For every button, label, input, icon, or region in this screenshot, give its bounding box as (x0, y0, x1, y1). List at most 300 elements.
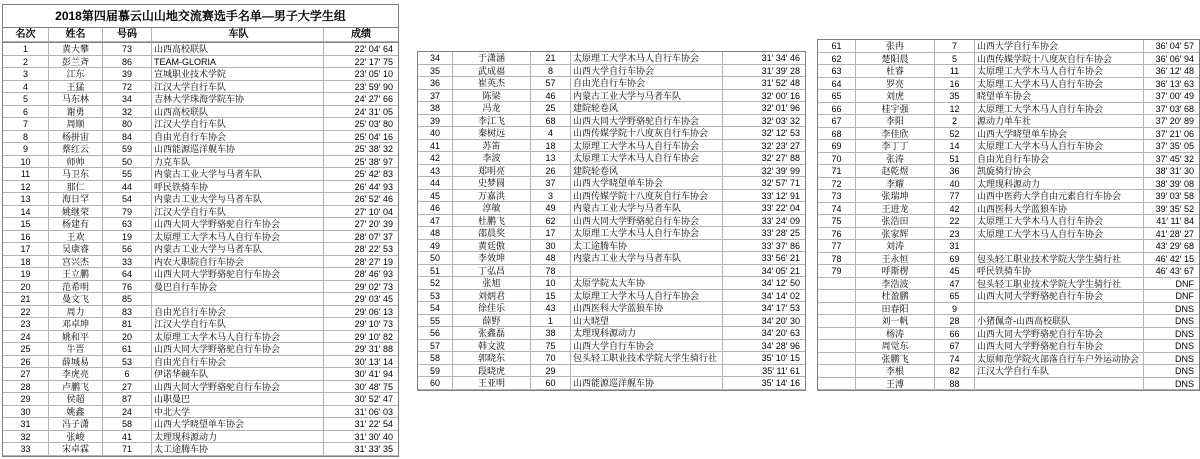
result-cell[interactable]: 31′ 30′ 40 (324, 431, 398, 444)
name-cell[interactable]: 田春阳 (856, 303, 935, 316)
result-cell[interactable]: 25′ 03′ 80 (324, 118, 398, 131)
rank-cell[interactable]: 59 (418, 365, 453, 378)
team-cell[interactable] (975, 378, 1144, 391)
result-cell[interactable]: 22′ 04′ 64 (324, 43, 398, 56)
result-cell[interactable]: 25′ 04′ 16 (324, 131, 398, 144)
result-cell[interactable]: DNS (1144, 340, 1199, 353)
name-cell[interactable]: 王立鹏 (49, 268, 103, 281)
name-cell[interactable]: 徐佳乐 (453, 302, 531, 315)
rank-cell[interactable]: 35 (418, 65, 453, 78)
result-cell[interactable]: 27′ 20′ 39 (324, 218, 398, 231)
team-cell[interactable]: 山西大学晓望单车协会 (975, 128, 1144, 141)
name-cell[interactable]: 淳敏 (453, 202, 531, 215)
rank-cell[interactable]: 37 (418, 90, 453, 103)
rank-cell[interactable]: 63 (818, 65, 856, 78)
result-cell[interactable]: 31′ 39′ 28 (723, 65, 805, 78)
result-cell[interactable]: 33′ 22′ 04 (723, 202, 805, 215)
result-cell[interactable]: DNF (1144, 290, 1199, 303)
result-cell[interactable]: 31′ 06′ 03 (324, 406, 398, 419)
name-cell[interactable]: 韩文波 (453, 340, 531, 353)
number-cell[interactable]: 35 (935, 90, 975, 103)
team-cell[interactable]: 山西能源巡洋舰车协 (152, 143, 324, 156)
name-cell[interactable]: 苏笛 (453, 140, 531, 153)
name-cell[interactable]: 杜睿 (856, 65, 935, 78)
result-cell[interactable]: DNS (1144, 365, 1199, 378)
result-cell[interactable]: 26′ 52′ 46 (324, 193, 398, 206)
rank-cell[interactable]: 79 (818, 265, 856, 278)
name-cell[interactable]: 张旭 (453, 277, 531, 290)
team-cell[interactable]: 山西大学自行车协会 (571, 340, 723, 353)
result-cell[interactable]: DNS (1144, 353, 1199, 366)
name-cell[interactable]: 王溥 (856, 378, 935, 391)
name-cell[interactable]: 黄大攀 (49, 43, 103, 56)
result-cell[interactable]: 33′ 28′ 25 (723, 227, 805, 240)
team-cell[interactable]: 晓望单车协会 (975, 90, 1144, 103)
rank-cell[interactable]: 27 (3, 368, 49, 381)
rank-cell[interactable]: 23 (3, 318, 49, 331)
team-cell[interactable]: 山西大学晓望单车协会 (571, 177, 723, 190)
number-cell[interactable]: 59 (103, 143, 152, 156)
rank-cell[interactable]: 17 (3, 243, 49, 256)
name-cell[interactable]: 王猛 (49, 81, 103, 94)
team-cell[interactable]: 山西大同大学野骆驼自行车协会 (975, 328, 1144, 341)
result-cell[interactable]: 32′ 27′ 88 (723, 152, 805, 165)
number-cell[interactable]: 47 (935, 278, 975, 291)
number-cell[interactable]: 29 (531, 365, 571, 378)
result-cell[interactable]: 43′ 29′ 68 (1144, 240, 1199, 253)
name-cell[interactable]: 李波 (453, 152, 531, 165)
name-cell[interactable]: 侯超 (49, 393, 103, 406)
name-cell[interactable]: 张瑞坤 (856, 190, 935, 203)
rank-cell[interactable]: 6 (3, 106, 49, 119)
team-cell[interactable]: 山西传媒学院十八度灰自行车协会 (975, 53, 1144, 66)
name-cell[interactable]: 李根 (856, 365, 935, 378)
team-cell[interactable]: 太原理工大学木马人自行车协会 (152, 231, 324, 244)
team-cell[interactable]: 内蒙古工业大学与马者车队 (571, 252, 723, 265)
rank-cell[interactable] (818, 340, 856, 353)
rank-cell[interactable]: 54 (418, 302, 453, 315)
team-cell[interactable]: 太理现科源动力 (571, 327, 723, 340)
team-cell[interactable]: 自由光自行车协会 (571, 77, 723, 90)
number-cell[interactable]: 70 (531, 352, 571, 365)
result-cell[interactable]: 36′ 06′ 94 (1144, 53, 1199, 66)
name-cell[interactable]: 牛晋 (49, 343, 103, 356)
team-cell[interactable]: 太原理工大学木马人自行车协会 (571, 227, 723, 240)
number-cell[interactable]: 45 (935, 265, 975, 278)
number-cell[interactable]: 51 (935, 153, 975, 166)
name-cell[interactable]: 张鹏飞 (856, 353, 935, 366)
result-cell[interactable]: 37′ 00′ 49 (1144, 90, 1199, 103)
name-cell[interactable]: 谢勇 (49, 106, 103, 119)
result-cell[interactable]: 37′ 35′ 05 (1144, 140, 1199, 153)
number-cell[interactable]: 38 (531, 327, 571, 340)
number-cell[interactable]: 63 (103, 218, 152, 231)
team-cell[interactable]: 太原理工大学木马人自行车协会 (571, 290, 723, 303)
name-cell[interactable]: 李耀 (856, 178, 935, 191)
rank-cell[interactable]: 4 (3, 81, 49, 94)
name-cell[interactable]: 吴康睿 (49, 243, 103, 256)
result-cell[interactable]: 34′ 14′ 02 (723, 290, 805, 303)
team-cell[interactable]: 建院轮卷风 (571, 102, 723, 115)
number-cell[interactable]: 21 (531, 52, 571, 65)
name-cell[interactable]: 刘虎 (856, 90, 935, 103)
result-cell[interactable]: 39′ 03′ 58 (1144, 190, 1199, 203)
name-cell[interactable]: 王欢 (49, 231, 103, 244)
name-cell[interactable]: 范希明 (49, 281, 103, 294)
name-cell[interactable]: 罗亮 (856, 78, 935, 91)
rank-cell[interactable]: 38 (418, 102, 453, 115)
team-cell[interactable]: 内蒙古工业大学与马者车队 (152, 193, 324, 206)
team-cell[interactable]: 内蒙古工业大学与马者车队 (571, 202, 723, 215)
name-cell[interactable]: 刘涛 (856, 240, 935, 253)
number-cell[interactable]: 62 (531, 215, 571, 228)
number-cell[interactable]: 52 (935, 128, 975, 141)
team-cell[interactable]: 呼民铁骑车协 (975, 265, 1144, 278)
rank-cell[interactable]: 73 (818, 190, 856, 203)
number-cell[interactable]: 9 (935, 303, 975, 316)
rank-cell[interactable]: 10 (3, 156, 49, 169)
name-cell[interactable]: 陈梁 (453, 90, 531, 103)
result-cell[interactable]: 31′ 34′ 46 (723, 52, 805, 65)
name-cell[interactable]: 邵晨奖 (453, 227, 531, 240)
team-cell[interactable] (975, 303, 1144, 316)
rank-cell[interactable]: 46 (418, 202, 453, 215)
rank-cell[interactable]: 26 (3, 356, 49, 369)
number-cell[interactable]: 72 (103, 81, 152, 94)
number-cell[interactable]: 53 (103, 356, 152, 369)
rank-cell[interactable]: 62 (818, 53, 856, 66)
number-cell[interactable]: 30 (531, 240, 571, 253)
name-cell[interactable]: 丁弘昌 (453, 265, 531, 278)
name-cell[interactable]: 师帅 (49, 156, 103, 169)
team-cell[interactable]: 山西大同大学野骆驼自行车协会 (975, 340, 1144, 353)
result-cell[interactable]: 32′ 12′ 53 (723, 127, 805, 140)
team-cell[interactable]: 江汉大学自行车队 (975, 365, 1144, 378)
team-cell[interactable]: 源动力单车社 (975, 115, 1144, 128)
team-cell[interactable]: 山西高校联队 (152, 43, 324, 56)
team-cell[interactable]: 山西医科大学蓝狼车协 (975, 203, 1144, 216)
team-cell[interactable]: 山西医科大学蓝狼车协 (571, 302, 723, 315)
name-cell[interactable]: 张涛 (856, 153, 935, 166)
rank-cell[interactable]: 2 (3, 56, 49, 69)
team-cell[interactable]: 太理现科源动力 (975, 178, 1144, 191)
team-cell[interactable]: 太原理工大学木马人自行车协会 (975, 228, 1144, 241)
rank-cell[interactable]: 31 (3, 418, 49, 431)
rank-cell[interactable]: 60 (418, 377, 453, 390)
number-cell[interactable]: 40 (935, 178, 975, 191)
rank-cell[interactable]: 3 (3, 68, 49, 81)
team-cell[interactable]: 呼民铁骑车协 (152, 181, 324, 194)
number-cell[interactable]: 8 (531, 65, 571, 78)
number-cell[interactable]: 28 (935, 315, 975, 328)
result-cell[interactable]: 35′ 11′ 61 (723, 365, 805, 378)
number-cell[interactable]: 27 (103, 381, 152, 394)
rank-cell[interactable]: 21 (3, 293, 49, 306)
rank-cell[interactable]: 41 (418, 140, 453, 153)
number-cell[interactable]: 88 (935, 378, 975, 391)
number-cell[interactable]: 17 (531, 227, 571, 240)
rank-cell[interactable]: 12 (3, 181, 49, 194)
name-cell[interactable]: 郑明亮 (453, 165, 531, 178)
result-cell[interactable]: 34′ 20′ 63 (723, 327, 805, 340)
rank-cell[interactable]: 8 (3, 131, 49, 144)
team-cell[interactable]: 山西高校联队 (152, 106, 324, 119)
name-cell[interactable]: 武成福 (453, 65, 531, 78)
name-cell[interactable]: 周顺 (49, 118, 103, 131)
result-cell[interactable]: 29′ 31′ 88 (324, 343, 398, 356)
result-cell[interactable]: 24′ 31′ 05 (324, 106, 398, 119)
rank-cell[interactable]: 58 (418, 352, 453, 365)
rank-cell[interactable]: 40 (418, 127, 453, 140)
team-cell[interactable]: 自由光自行车协会 (975, 153, 1144, 166)
rank-cell[interactable]: 30 (3, 406, 49, 419)
number-cell[interactable]: 76 (103, 281, 152, 294)
rank-cell[interactable]: 13 (3, 193, 49, 206)
team-cell[interactable]: 山西传媒学院十八度灰自行车协会 (571, 127, 723, 140)
result-cell[interactable]: 31′ 52′ 48 (723, 77, 805, 90)
team-cell[interactable]: 太原理工大学木马人自行车协会 (571, 152, 723, 165)
rank-cell[interactable] (818, 328, 856, 341)
number-cell[interactable]: 82 (935, 365, 975, 378)
number-cell[interactable]: 48 (531, 252, 571, 265)
team-cell[interactable]: 江汉大学自行车队 (152, 118, 324, 131)
number-cell[interactable]: 49 (531, 202, 571, 215)
number-cell[interactable]: 46 (531, 90, 571, 103)
team-cell[interactable]: 自由光自行车协会 (152, 356, 324, 369)
name-cell[interactable]: 于潇涵 (453, 52, 531, 65)
team-cell[interactable]: 包头轻工职业技术学院大学生骑行社 (571, 352, 723, 365)
name-cell[interactable]: 姚继荣 (49, 206, 103, 219)
result-cell[interactable]: 41′ 28′ 27 (1144, 228, 1199, 241)
name-cell[interactable]: 杨涛 (856, 328, 935, 341)
number-cell[interactable]: 74 (935, 353, 975, 366)
name-cell[interactable]: 周觉东 (856, 340, 935, 353)
team-cell[interactable]: 山西大学自行车协会 (571, 65, 723, 78)
team-cell[interactable]: 江汉大学自行车队 (152, 81, 324, 94)
number-cell[interactable]: 57 (531, 77, 571, 90)
name-cell[interactable]: 李虎亮 (49, 368, 103, 381)
name-cell[interactable]: 姚鑫 (49, 406, 103, 419)
team-cell[interactable]: 江汉大学自行车队 (152, 318, 324, 331)
team-cell[interactable]: 伊诺华竸车队 (152, 368, 324, 381)
rank-cell[interactable]: 77 (818, 240, 856, 253)
number-cell[interactable]: 69 (935, 253, 975, 266)
name-cell[interactable]: 张冉 (856, 40, 935, 53)
rank-cell[interactable]: 67 (818, 115, 856, 128)
result-cell[interactable]: 30′ 41′ 94 (324, 368, 398, 381)
result-cell[interactable]: 32′ 00′ 16 (723, 90, 805, 103)
result-cell[interactable]: 35′ 14′ 16 (723, 377, 805, 390)
rank-cell[interactable]: 44 (418, 177, 453, 190)
rank-cell[interactable]: 36 (418, 77, 453, 90)
name-cell[interactable]: 杜盈鹏 (856, 290, 935, 303)
number-cell[interactable]: 10 (531, 277, 571, 290)
number-cell[interactable]: 81 (103, 318, 152, 331)
rank-cell[interactable]: 55 (418, 315, 453, 328)
number-cell[interactable]: 37 (531, 177, 571, 190)
result-cell[interactable]: DNS (1144, 303, 1199, 316)
number-cell[interactable]: 66 (935, 328, 975, 341)
name-cell[interactable]: 杨建有 (49, 218, 103, 231)
number-cell[interactable]: 34 (103, 93, 152, 106)
number-cell[interactable]: 25 (531, 102, 571, 115)
result-cell[interactable]: 36′ 13′ 63 (1144, 78, 1199, 91)
rank-cell[interactable]: 51 (418, 265, 453, 278)
rank-cell[interactable]: 9 (3, 143, 49, 156)
result-cell[interactable]: 24′ 27′ 66 (324, 93, 398, 106)
number-cell[interactable]: 11 (935, 65, 975, 78)
name-cell[interactable]: 蔡红云 (49, 143, 103, 156)
number-cell[interactable]: 41 (103, 431, 152, 444)
result-cell[interactable]: 28′ 07′ 37 (324, 231, 398, 244)
number-cell[interactable]: 18 (531, 140, 571, 153)
result-cell[interactable]: 32′ 03′ 32 (723, 115, 805, 128)
result-cell[interactable]: 30′ 52′ 47 (324, 393, 398, 406)
number-cell[interactable]: 16 (935, 78, 975, 91)
team-cell[interactable]: 太原理工大学木马人自行车协会 (975, 65, 1144, 78)
result-cell[interactable]: 37′ 03′ 68 (1144, 103, 1199, 116)
result-cell[interactable]: 32′ 23′ 27 (723, 140, 805, 153)
result-cell[interactable]: 36′ 12′ 48 (1144, 65, 1199, 78)
rank-cell[interactable]: 7 (3, 118, 49, 131)
number-cell[interactable]: 22 (935, 215, 975, 228)
result-cell[interactable]: 23′ 59′ 90 (324, 81, 398, 94)
team-cell[interactable]: 包头轻工职业技术学院大学生骑行社 (975, 253, 1144, 266)
team-cell[interactable]: 山西大同大学野骆驼自行车协会 (975, 290, 1144, 303)
team-cell[interactable]: 太原理工大学木马人自行车协会 (571, 140, 723, 153)
rank-cell[interactable]: 29 (3, 393, 49, 406)
team-cell[interactable] (152, 293, 324, 306)
number-cell[interactable]: 12 (935, 103, 975, 116)
rank-cell[interactable]: 14 (3, 206, 49, 219)
team-cell[interactable]: 山西大同大学野骆驼自行车协会 (152, 343, 324, 356)
number-cell[interactable]: 86 (103, 56, 152, 69)
name-cell[interactable]: 刘炳君 (453, 290, 531, 303)
rank-cell[interactable]: 56 (418, 327, 453, 340)
rank-cell[interactable]: 75 (818, 215, 856, 228)
number-cell[interactable]: 43 (531, 302, 571, 315)
result-cell[interactable]: 29′ 06′ 13 (324, 306, 398, 319)
rank-cell[interactable]: 49 (418, 240, 453, 253)
result-cell[interactable]: 34′ 17′ 53 (723, 302, 805, 315)
team-cell[interactable]: 山大晓望 (571, 315, 723, 328)
team-cell[interactable]: 太原理工大学木马人自行车协会 (975, 215, 1144, 228)
team-cell[interactable]: 包头轻工职业技术学院大学生骑行社 (975, 278, 1144, 291)
result-cell[interactable]: 23′ 05′ 10 (324, 68, 398, 81)
name-cell[interactable]: 江东 (49, 68, 103, 81)
rank-cell[interactable] (818, 290, 856, 303)
team-cell[interactable]: TEAM-GLORIA (152, 56, 324, 69)
number-cell[interactable]: 73 (103, 43, 152, 56)
number-cell[interactable]: 60 (531, 377, 571, 390)
rank-cell[interactable]: 68 (818, 128, 856, 141)
rank-cell[interactable] (818, 378, 856, 391)
result-cell[interactable]: 28′ 22′ 53 (324, 243, 398, 256)
name-cell[interactable]: 李江飞 (453, 115, 531, 128)
name-cell[interactable]: 薛野 (453, 315, 531, 328)
rank-cell[interactable]: 78 (818, 253, 856, 266)
result-cell[interactable]: 38′ 31′ 30 (1144, 165, 1199, 178)
number-cell[interactable]: 14 (935, 140, 975, 153)
rank-cell[interactable]: 18 (3, 256, 49, 269)
rank-cell[interactable] (818, 353, 856, 366)
team-cell[interactable]: 吉林大学珠海学院车协 (152, 93, 324, 106)
rank-cell[interactable] (818, 278, 856, 291)
name-cell[interactable]: 宫兴杰 (49, 256, 103, 269)
number-cell[interactable]: 58 (103, 418, 152, 431)
result-cell[interactable]: 34′ 12′ 50 (723, 277, 805, 290)
rank-cell[interactable]: 11 (3, 168, 49, 181)
result-cell[interactable]: 37′ 20′ 89 (1144, 115, 1199, 128)
team-cell[interactable]: 太原理工大学木马人自行车协会 (975, 140, 1144, 153)
team-cell[interactable]: 曼巴自行车协会 (152, 281, 324, 294)
team-cell[interactable]: 山西大同大学野骆驼自行车协会 (152, 381, 324, 394)
name-cell[interactable]: 张峻 (49, 431, 103, 444)
team-cell[interactable] (975, 240, 1144, 253)
name-cell[interactable]: 桂宇强 (856, 103, 935, 116)
result-cell[interactable]: 29′ 10′ 73 (324, 318, 398, 331)
name-cell[interactable]: 王亚明 (453, 377, 531, 390)
number-cell[interactable]: 67 (935, 340, 975, 353)
number-cell[interactable]: 3 (531, 190, 571, 203)
number-cell[interactable]: 65 (935, 290, 975, 303)
result-cell[interactable]: 38′ 39′ 08 (1144, 178, 1199, 191)
rank-cell[interactable]: 61 (818, 40, 856, 53)
rank-cell[interactable]: 39 (418, 115, 453, 128)
name-cell[interactable]: 万嘉洪 (453, 190, 531, 203)
rank-cell[interactable]: 64 (818, 78, 856, 91)
name-cell[interactable]: 张家辉 (856, 228, 935, 241)
team-cell[interactable]: 建院轮卷风 (571, 165, 723, 178)
name-cell[interactable]: 秦树远 (453, 127, 531, 140)
name-cell[interactable]: 黄廷傲 (453, 240, 531, 253)
name-cell[interactable]: 邓卓坤 (49, 318, 103, 331)
result-cell[interactable]: 33′ 24′ 09 (723, 215, 805, 228)
result-cell[interactable]: 36′ 04′ 57 (1144, 40, 1199, 53)
number-cell[interactable]: 24 (103, 406, 152, 419)
result-cell[interactable]: 27′ 10′ 04 (324, 206, 398, 219)
number-cell[interactable]: 5 (935, 53, 975, 66)
team-cell[interactable]: 山职曼巴 (152, 393, 324, 406)
number-cell[interactable]: 54 (103, 193, 152, 206)
name-cell[interactable]: 马卫东 (49, 168, 103, 181)
number-cell[interactable]: 23 (935, 228, 975, 241)
rank-cell[interactable] (818, 365, 856, 378)
name-cell[interactable]: 冯龙 (453, 102, 531, 115)
rank-cell[interactable]: 52 (418, 277, 453, 290)
team-cell[interactable]: 自由光自行车协会 (152, 306, 324, 319)
team-cell[interactable]: 太理现科源动力 (152, 431, 324, 444)
name-cell[interactable]: 那仁 (49, 181, 103, 194)
result-cell[interactable]: 25′ 42′ 83 (324, 168, 398, 181)
team-cell[interactable]: 山西大同大学野骆驼自行车协会 (571, 215, 723, 228)
number-cell[interactable]: 85 (103, 293, 152, 306)
result-cell[interactable]: 41′ 11′ 84 (1144, 215, 1199, 228)
rank-cell[interactable]: 45 (418, 190, 453, 203)
name-cell[interactable]: 刘一帆 (856, 315, 935, 328)
result-cell[interactable]: DNS (1144, 378, 1199, 391)
number-cell[interactable]: 71 (103, 443, 152, 456)
number-cell[interactable]: 61 (103, 343, 152, 356)
name-cell[interactable]: 赵乾煜 (856, 165, 935, 178)
team-cell[interactable]: 太工途腾车协 (152, 443, 324, 456)
result-cell[interactable]: 31′ 33′ 35 (324, 443, 398, 456)
team-cell[interactable]: 中北大学 (152, 406, 324, 419)
number-cell[interactable]: 6 (103, 368, 152, 381)
name-cell[interactable]: 张鑫磊 (453, 327, 531, 340)
team-cell[interactable]: 自由光自行车协会 (152, 131, 324, 144)
team-cell[interactable]: 山西传媒学院十八度灰自行车协会 (571, 190, 723, 203)
